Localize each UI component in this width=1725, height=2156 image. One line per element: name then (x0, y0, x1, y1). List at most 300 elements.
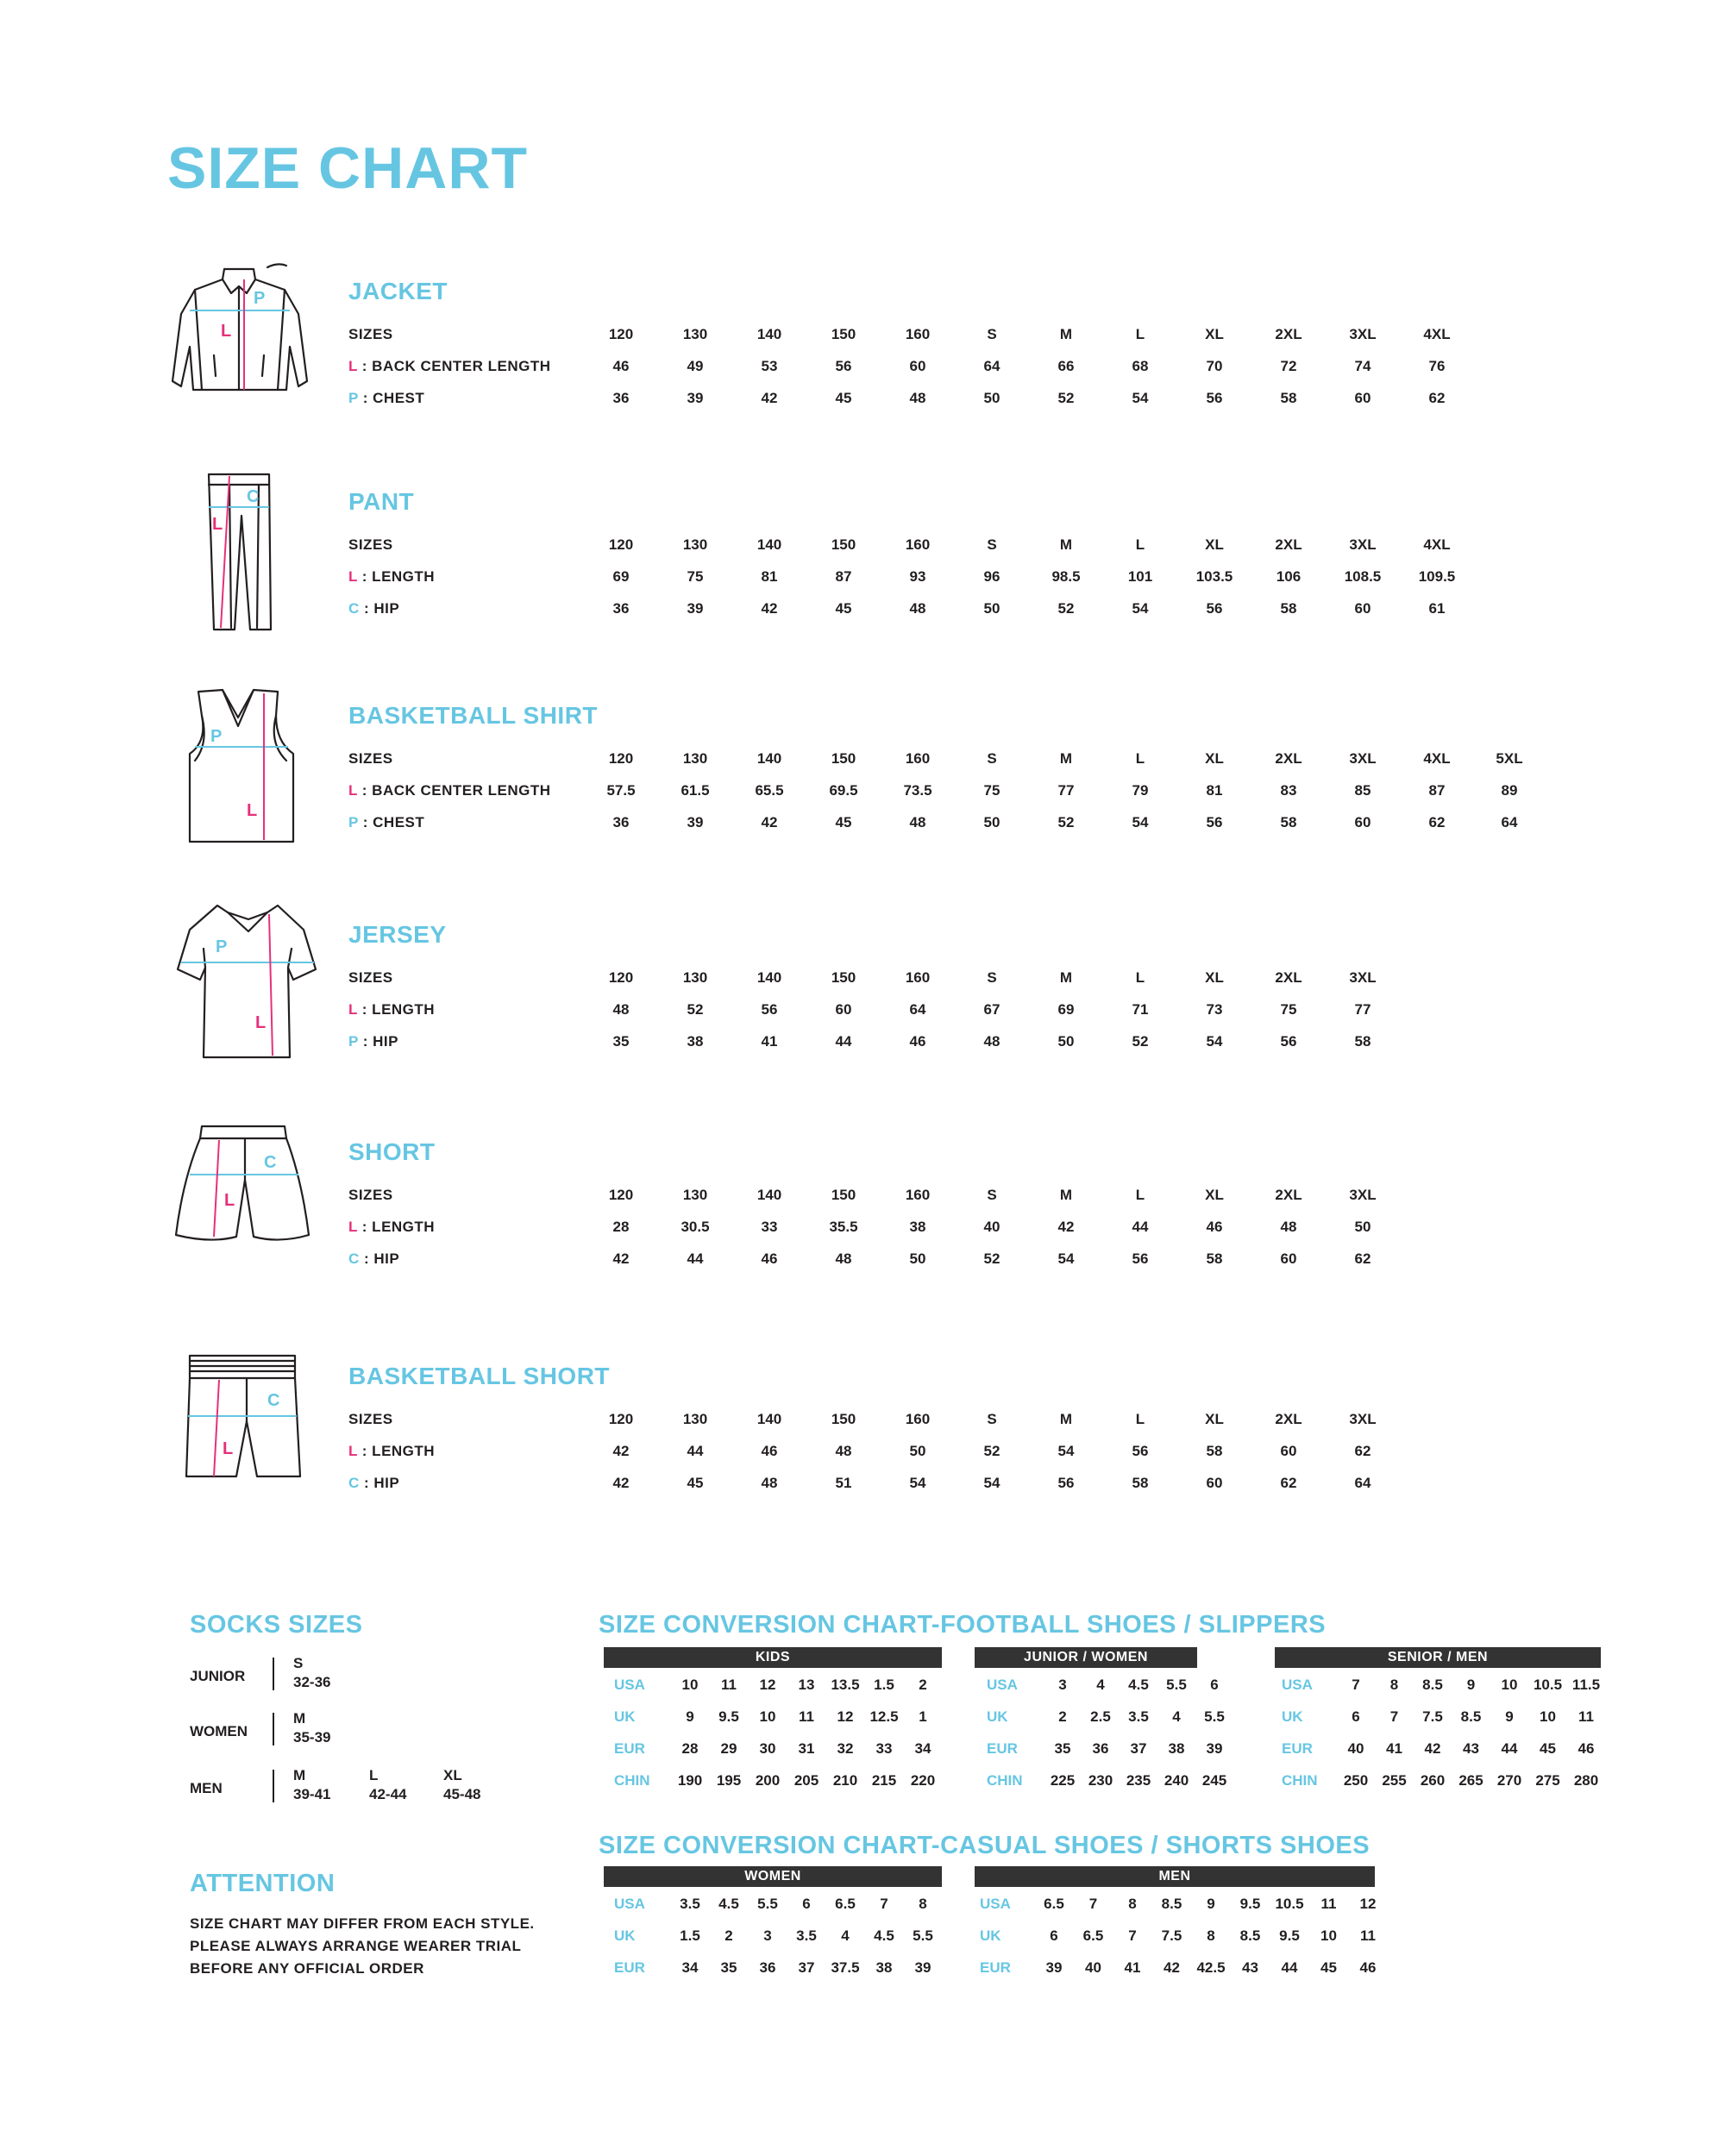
table-cell: 3XL (1349, 750, 1377, 767)
table-cell: 60 (835, 1001, 852, 1018)
football-shoes-title: SIZE CONVERSION CHART-FOOTBALL SHOES / SLIPPERS (599, 1611, 1327, 1639)
shoe-size-cell: 44 (1501, 1740, 1518, 1757)
shoe-region-label: UK (987, 1708, 1008, 1725)
shoe-size-cell: 265 (1458, 1772, 1484, 1789)
svg-text:L: L (212, 515, 223, 534)
shoe-size-cell: 33 (875, 1740, 893, 1757)
row-label-text: : BACK CENTER LENGTH (357, 782, 551, 799)
shoe-size-cell: 220 (910, 1772, 936, 1789)
table-row (0, 1187, 1725, 1207)
table-cell: 58 (1206, 1443, 1223, 1459)
measure-letter: C (348, 1475, 360, 1491)
table-row (0, 1411, 1725, 1432)
table-cell: 81 (761, 568, 778, 585)
shoe-row (614, 1772, 969, 1793)
garment-block-pant (0, 488, 1725, 678)
shoe-size-cell: 7 (1389, 1708, 1399, 1725)
table-cell: 160 (905, 326, 931, 342)
table-cell: 2XL (1275, 326, 1302, 342)
table-cell: 60 (1280, 1250, 1297, 1267)
table-row (0, 969, 1725, 990)
table-row (0, 750, 1725, 771)
table-cell: 130 (682, 536, 708, 553)
row-label (348, 1411, 393, 1428)
table-cell: 52 (983, 1250, 1000, 1267)
table-cell: M (1059, 1187, 1073, 1203)
table-cell: 54 (1132, 390, 1149, 406)
table-cell: 54 (909, 1475, 926, 1491)
table-cell: 40 (983, 1219, 1000, 1235)
row-label (348, 1250, 399, 1268)
table-cell: 61 (1428, 600, 1446, 617)
table-cell: 48 (909, 390, 926, 406)
shoe-size-cell: 6 (802, 1896, 811, 1912)
table-cell: 54 (1132, 600, 1149, 617)
row-label-text: : LENGTH (357, 568, 436, 585)
shoe-group-header: KIDS (604, 1647, 942, 1668)
table-cell: S (987, 1187, 997, 1203)
table-cell: 51 (835, 1475, 852, 1491)
shoe-size-cell: 9 (1466, 1677, 1476, 1693)
shoe-size-cell: 275 (1535, 1772, 1560, 1789)
table-cell: 38 (687, 1033, 704, 1050)
table-cell: 57.5 (606, 782, 636, 799)
table-cell: 160 (905, 536, 931, 553)
table-cell: 30.5 (681, 1219, 710, 1235)
measure-letter: L (348, 782, 358, 799)
table-cell: 140 (756, 1411, 782, 1427)
shoe-size-cell: 8.5 (1239, 1927, 1261, 1944)
shoe-size-cell: 11.5 (1571, 1677, 1601, 1693)
shoe-group-header: WOMEN (604, 1866, 942, 1887)
shoe-size-cell: 4 (1172, 1708, 1181, 1725)
shoe-size-cell: 29 (720, 1740, 737, 1757)
shoe-region-label: USA (987, 1677, 1018, 1693)
shoe-size-cell: 9 (686, 1708, 694, 1725)
attention-text (190, 1913, 535, 1980)
table-cell: 75 (1280, 1001, 1297, 1018)
shoe-size-cell: 9.5 (1239, 1896, 1261, 1912)
measure-letter: L (348, 1443, 358, 1459)
shoe-region-label: EUR (614, 1959, 645, 1976)
svg-text:L: L (223, 1439, 234, 1458)
shoe-size-cell: 2.5 (1090, 1708, 1111, 1725)
shoe-region-label: EUR (614, 1740, 645, 1757)
table-cell: 75 (983, 782, 1000, 799)
casual-shoes-title: SIZE CONVERSION CHART-CASUAL SHOES / SHORTS SHOES (599, 1832, 1371, 1859)
shoe-size-cell: 7 (1128, 1927, 1137, 1944)
table-cell: 65.5 (755, 782, 784, 799)
shoe-row (980, 1927, 1397, 1948)
table-cell: 41 (761, 1033, 778, 1050)
socks-size-letter: S (293, 1655, 304, 1671)
table-cell: 87 (835, 568, 852, 585)
shoe-size-cell: 41 (1386, 1740, 1402, 1757)
garment-block-basketball-shirt (0, 702, 1725, 892)
table-cell: 50 (1057, 1033, 1075, 1050)
table-row (0, 390, 1725, 411)
socks-row (190, 1710, 604, 1766)
table-cell: 70 (1206, 358, 1223, 374)
row-label (348, 1443, 435, 1460)
table-cell: 68 (1132, 358, 1149, 374)
table-cell: L (1135, 969, 1145, 986)
row-label-text: SIZES (348, 750, 393, 767)
shoe-row (614, 1677, 969, 1697)
table-cell: 58 (1280, 814, 1297, 830)
table-cell: 62 (1354, 1250, 1371, 1267)
table-cell: 48 (612, 1001, 630, 1018)
table-cell: 45 (835, 600, 852, 617)
svg-text:C: C (264, 1153, 277, 1172)
shoe-size-cell: 1 (919, 1708, 927, 1725)
svg-text:P: P (210, 727, 223, 746)
table-cell: 140 (756, 1187, 782, 1203)
shoe-row (980, 1959, 1397, 1980)
table-cell: 50 (983, 390, 1000, 406)
shoe-size-cell: 34 (681, 1959, 699, 1976)
table-cell: 36 (612, 814, 630, 830)
table-cell: 45 (687, 1475, 704, 1491)
table-row (0, 1219, 1725, 1239)
table-cell: 69.5 (829, 782, 858, 799)
row-label-text: : HIP (359, 1475, 400, 1491)
table-cell: 74 (1354, 358, 1371, 374)
table-row (0, 814, 1725, 835)
table-cell: 103.5 (1195, 568, 1233, 585)
shoe-size-cell: 195 (716, 1772, 742, 1789)
shoe-size-cell: 35 (1054, 1740, 1071, 1757)
socks-size (443, 1766, 480, 1804)
table-cell: M (1059, 1411, 1073, 1427)
table-cell: 87 (1428, 782, 1446, 799)
table-cell: 106 (1276, 568, 1302, 585)
row-label (348, 1219, 435, 1236)
shoe-row (987, 1772, 1226, 1793)
table-row (0, 568, 1725, 589)
svg-text:L: L (255, 1013, 267, 1032)
shoe-size-cell: 45 (1320, 1959, 1337, 1976)
shoe-size-cell: 4.5 (718, 1896, 739, 1912)
shoe-row (614, 1959, 969, 1980)
measure-letter: C (348, 1250, 360, 1267)
shoe-group-header: SENIOR / MEN (1275, 1647, 1601, 1668)
table-cell: 150 (831, 1187, 856, 1203)
shoe-size-cell: 8 (1128, 1896, 1137, 1912)
shoe-region-label: UK (1282, 1708, 1303, 1725)
table-cell: 62 (1428, 814, 1446, 830)
shoe-size-cell: 36 (759, 1959, 776, 1976)
socks-label: WOMEN (190, 1723, 248, 1739)
shoe-size-cell: 3.5 (680, 1896, 700, 1912)
shoe-size-cell: 28 (681, 1740, 699, 1757)
shoe-size-cell: 44 (1281, 1959, 1298, 1976)
table-row (0, 600, 1725, 621)
socks-label: MEN (190, 1780, 223, 1796)
table-cell: 46 (1206, 1219, 1223, 1235)
table-cell: 42 (612, 1250, 630, 1267)
shoe-row (1282, 1772, 1625, 1793)
shoe-size-cell: 6 (1352, 1708, 1360, 1725)
table-cell: 83 (1280, 782, 1297, 799)
measure-letter: P (348, 1033, 359, 1050)
table-cell: 52 (1057, 600, 1075, 617)
table-cell: L (1135, 1411, 1145, 1427)
svg-text:L: L (224, 1191, 235, 1210)
shoe-size-cell: 7 (1088, 1896, 1098, 1912)
shoe-size-cell: 245 (1201, 1772, 1227, 1789)
shoe-size-cell: 270 (1496, 1772, 1522, 1789)
row-label-text: : HIP (358, 1033, 398, 1050)
table-cell: 120 (608, 536, 634, 553)
table-cell: XL (1205, 750, 1224, 767)
table-row (0, 358, 1725, 379)
table-cell: 54 (1057, 1443, 1075, 1459)
table-cell: 46 (909, 1033, 926, 1050)
measure-letter: P (348, 814, 359, 830)
shoe-region-label: CHIN (614, 1772, 650, 1789)
table-cell: 35 (612, 1033, 630, 1050)
row-label (348, 969, 393, 987)
shoe-size-cell: 9 (1207, 1896, 1215, 1912)
table-cell: 52 (1132, 1033, 1149, 1050)
table-cell: 85 (1354, 782, 1371, 799)
shoe-size-cell: 7 (880, 1896, 888, 1912)
table-cell: 56 (761, 1001, 778, 1018)
socks-size-range: 35-39 (293, 1729, 331, 1745)
table-cell: 5XL (1496, 750, 1523, 767)
socks-size (369, 1766, 406, 1804)
table-cell: 3XL (1349, 1411, 1377, 1427)
socks-row (190, 1655, 604, 1711)
shoe-size-cell: 11 (1578, 1708, 1594, 1725)
row-label-text: : BACK CENTER LENGTH (357, 358, 551, 374)
table-cell: 73.5 (903, 782, 932, 799)
table-cell: 48 (761, 1475, 778, 1491)
table-cell: 58 (1354, 1033, 1371, 1050)
shoe-row (987, 1740, 1226, 1761)
garment-name: PANT (348, 488, 415, 515)
table-cell: 69 (1057, 1001, 1075, 1018)
shoe-size-cell: 8.5 (1161, 1896, 1182, 1912)
shoe-size-cell: 7.5 (1161, 1927, 1182, 1944)
shoe-size-cell: 7 (1352, 1677, 1360, 1693)
shoe-region-label: EUR (980, 1959, 1011, 1976)
socks-size (293, 1654, 330, 1692)
socks-size-letter: M (293, 1710, 306, 1727)
table-cell: 140 (756, 750, 782, 767)
table-cell: 52 (1057, 814, 1075, 830)
shoe-size-cell: 4.5 (1128, 1677, 1149, 1693)
table-cell: 50 (1354, 1219, 1371, 1235)
garment-name: JERSEY (348, 921, 447, 948)
table-cell: 46 (612, 358, 630, 374)
table-cell: XL (1205, 326, 1224, 342)
shoe-size-cell: 1.5 (874, 1677, 894, 1693)
attention-line: PLEASE ALWAYS ARRANGE WEARER TRIAL (190, 1938, 522, 1954)
table-cell: 66 (1057, 358, 1075, 374)
shoe-size-cell: 11 (1320, 1896, 1337, 1912)
shoe-size-cell: 4 (1096, 1677, 1105, 1693)
table-cell: 160 (905, 750, 931, 767)
table-cell: 64 (1354, 1475, 1371, 1491)
shoe-size-cell: 240 (1164, 1772, 1189, 1789)
table-cell: 48 (835, 1443, 852, 1459)
table-cell: 44 (687, 1250, 704, 1267)
garment-name: SHORT (348, 1138, 436, 1165)
shoe-region-label: UK (614, 1927, 636, 1944)
shoe-size-cell: 6 (1050, 1927, 1058, 1944)
table-cell: 150 (831, 969, 856, 986)
row-label-text: SIZES (348, 536, 393, 553)
row-label (348, 750, 393, 768)
table-row (0, 782, 1725, 803)
table-cell: 58 (1206, 1250, 1223, 1267)
table-cell: 54 (1132, 814, 1149, 830)
shoe-size-cell: 11 (799, 1708, 814, 1725)
table-cell: L (1135, 536, 1145, 553)
divider (273, 1658, 274, 1690)
row-label (348, 1475, 399, 1492)
row-label (348, 358, 551, 375)
shoe-row (614, 1927, 969, 1948)
shoe-region-label: USA (980, 1896, 1011, 1912)
garment-name: BASKETBALL SHORT (348, 1363, 611, 1389)
table-cell: 60 (1206, 1475, 1223, 1491)
table-cell: 62 (1280, 1475, 1297, 1491)
shoe-size-cell: 34 (914, 1740, 932, 1757)
garment-block-jersey (0, 921, 1725, 1111)
table-cell: 48 (835, 1250, 852, 1267)
table-cell: 60 (909, 358, 926, 374)
table-cell: 130 (682, 969, 708, 986)
table-row (0, 536, 1725, 557)
table-cell: 54 (1057, 1250, 1075, 1267)
shoe-size-cell: 7.5 (1422, 1708, 1443, 1725)
shoe-size-cell: 8 (919, 1896, 927, 1912)
table-cell: 38 (909, 1219, 926, 1235)
shoe-size-cell: 4 (841, 1927, 850, 1944)
table-row (0, 1033, 1725, 1054)
table-cell: 72 (1280, 358, 1297, 374)
table-cell: 42 (1057, 1219, 1075, 1235)
shoe-size-cell: 9.5 (1279, 1927, 1300, 1944)
table-cell: 56 (1132, 1443, 1149, 1459)
shoe-size-cell: 38 (875, 1959, 893, 1976)
row-label (348, 568, 435, 586)
table-cell: 48 (1280, 1219, 1297, 1235)
table-row (0, 1001, 1725, 1022)
shoe-size-cell: 5.5 (1204, 1708, 1225, 1725)
table-cell: 45 (835, 390, 852, 406)
shoe-region-label: USA (1282, 1677, 1313, 1693)
shoe-size-cell: 38 (1168, 1740, 1185, 1757)
table-cell: 69 (612, 568, 630, 585)
socks-size-letter: XL (443, 1767, 462, 1783)
table-cell: M (1059, 326, 1073, 342)
table-cell: 62 (1428, 390, 1446, 406)
table-cell: 53 (761, 358, 778, 374)
socks-title: SOCKS SIZES (190, 1611, 363, 1639)
shoe-size-cell: 11 (1360, 1927, 1376, 1944)
garment-block-basketball-short (0, 1363, 1725, 1552)
row-label (348, 326, 393, 343)
row-label (348, 1033, 398, 1050)
table-cell: 150 (831, 326, 856, 342)
table-row (0, 1475, 1725, 1495)
row-label (348, 1187, 393, 1204)
shoe-size-cell: 45 (1540, 1740, 1556, 1757)
table-cell: 60 (1354, 390, 1371, 406)
shoe-size-cell: 260 (1420, 1772, 1446, 1789)
table-cell: 56 (1132, 1250, 1149, 1267)
shoe-size-cell: 12 (759, 1677, 776, 1693)
shoe-row (614, 1896, 969, 1916)
shoe-size-cell: 3.5 (796, 1927, 817, 1944)
row-label-text: SIZES (348, 969, 393, 986)
svg-text:P: P (254, 289, 266, 308)
table-cell: 54 (983, 1475, 1000, 1491)
table-cell: 39 (687, 390, 704, 406)
shoe-size-cell: 39 (914, 1959, 932, 1976)
shoe-size-cell: 3 (1058, 1677, 1067, 1693)
attention-line: SIZE CHART MAY DIFFER FROM EACH STYLE. (190, 1915, 535, 1932)
table-cell: 98.5 (1051, 568, 1081, 585)
row-label-text: : CHEST (358, 390, 425, 406)
shoe-region-label: EUR (1282, 1740, 1313, 1757)
shoe-size-cell: 9 (1505, 1708, 1514, 1725)
table-cell: 50 (983, 814, 1000, 830)
row-label (348, 1001, 435, 1018)
shoe-size-cell: 10 (1501, 1677, 1518, 1693)
row-label-text: : LENGTH (357, 1001, 436, 1018)
table-cell: 160 (905, 1411, 931, 1427)
table-cell: 58 (1132, 1475, 1149, 1491)
divider (273, 1713, 274, 1745)
shoe-size-cell: 37.5 (831, 1959, 860, 1976)
shoe-size-cell: 2 (1058, 1708, 1067, 1725)
svg-text:C: C (247, 487, 260, 506)
table-cell: 2XL (1275, 1411, 1302, 1427)
shoe-size-cell: 8 (1207, 1927, 1215, 1944)
row-label (348, 390, 424, 407)
shoe-size-cell: 8.5 (1422, 1677, 1443, 1693)
garment-name: JACKET (348, 278, 448, 304)
table-cell: 96 (983, 568, 1000, 585)
table-cell: 39 (687, 814, 704, 830)
shoe-size-cell: 250 (1343, 1772, 1369, 1789)
table-cell: 44 (687, 1443, 704, 1459)
shoe-size-cell: 43 (1463, 1740, 1479, 1757)
shoe-size-cell: 46 (1359, 1959, 1377, 1976)
row-label-text: SIZES (348, 1187, 393, 1203)
socks-size-letter: M (293, 1767, 306, 1783)
table-cell: 50 (909, 1443, 926, 1459)
shoe-row (980, 1896, 1397, 1916)
table-cell: 79 (1132, 782, 1149, 799)
table-cell: 58 (1280, 390, 1297, 406)
shoe-size-cell: 32 (837, 1740, 854, 1757)
shoe-size-cell: 2 (919, 1677, 927, 1693)
table-cell: 52 (1057, 390, 1075, 406)
table-cell: 52 (983, 1443, 1000, 1459)
shoe-size-cell: 2 (724, 1927, 733, 1944)
table-cell: M (1059, 969, 1073, 986)
page-title: SIZE CHART (167, 135, 528, 201)
shoe-group-header: MEN (975, 1866, 1375, 1887)
table-cell: 101 (1127, 568, 1153, 585)
shoe-size-cell: 255 (1382, 1772, 1407, 1789)
